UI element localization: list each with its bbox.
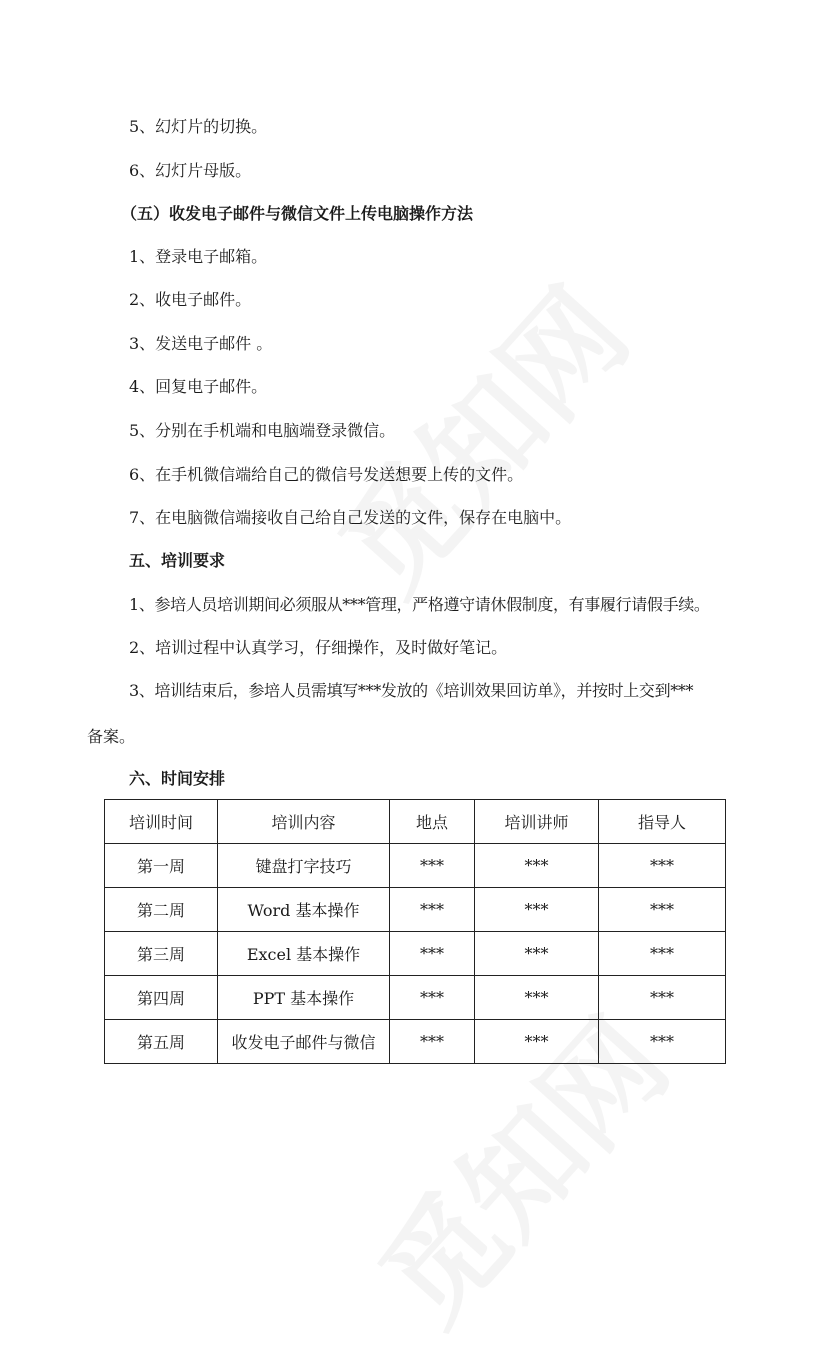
list-item: 6、幻灯片母版。: [129, 161, 252, 180]
list-item: 2、收电子邮件。: [129, 290, 252, 309]
column-header: 培训时间: [105, 800, 218, 844]
table-cell: 键盘打字技巧: [218, 844, 390, 888]
table-cell: 第二周: [105, 888, 218, 932]
table-cell: ***: [599, 844, 726, 888]
section-heading: 五、培训要求: [129, 551, 226, 570]
schedule-table: [104, 799, 726, 1064]
table-row: [105, 844, 726, 888]
list-item-continuation: 备案。: [87, 727, 136, 746]
list-item: 7、在电脑微信端接收自己给自己发送的文件，保存在电脑中。: [129, 508, 572, 527]
table-cell: ***: [475, 888, 599, 932]
table-cell: 第三周: [105, 932, 218, 976]
column-header: 培训内容: [218, 800, 390, 844]
list-item: 6、在手机微信端给自己的微信号发送想要上传的文件。: [129, 465, 524, 484]
table-cell: PPT 基本操作: [218, 976, 390, 1020]
table-header-row: [105, 800, 726, 844]
table-cell: ***: [475, 932, 599, 976]
list-item: 1、登录电子邮箱。: [129, 247, 268, 266]
list-item: 3、发送电子邮件 。: [129, 334, 273, 353]
table-cell: ***: [390, 888, 475, 932]
table-cell: ***: [475, 1020, 599, 1064]
table-cell: ***: [390, 932, 475, 976]
table-cell: Word 基本操作: [218, 888, 390, 932]
table-cell: ***: [390, 1020, 475, 1064]
section-heading: 六、时间安排: [129, 769, 226, 788]
table-cell: ***: [599, 932, 726, 976]
table-cell: ***: [475, 976, 599, 1020]
table-row: [105, 976, 726, 1020]
list-item: 5、幻灯片的切换。: [129, 117, 268, 136]
table-cell: Excel 基本操作: [218, 932, 390, 976]
column-header: 指导人: [599, 800, 726, 844]
list-item: 2、培训过程中认真学习，仔细操作，及时做好笔记。: [129, 638, 508, 657]
table-cell: ***: [599, 888, 726, 932]
table-cell: 第五周: [105, 1020, 218, 1064]
table-row: [105, 932, 726, 976]
table-cell: 第四周: [105, 976, 218, 1020]
section-heading: （五）收发电子邮件与微信文件上传电脑操作方法: [121, 204, 474, 223]
table-cell: ***: [390, 844, 475, 888]
table-row: [105, 1020, 726, 1064]
table-cell: ***: [475, 844, 599, 888]
table-cell: ***: [599, 976, 726, 1020]
column-header: 培训讲师: [475, 800, 599, 844]
table-cell: ***: [599, 1020, 726, 1064]
table-row: [105, 888, 726, 932]
column-header: 地点: [390, 800, 475, 844]
list-item: 1、参培人员培训期间必须服从***管理，严格遵守请休假制度，有事履行请假手续。: [129, 595, 710, 614]
list-item: 5、分别在手机端和电脑端登录微信。: [129, 421, 396, 440]
table-cell: ***: [390, 976, 475, 1020]
table-cell: 第一周: [105, 844, 218, 888]
table-cell: 收发电子邮件与微信: [218, 1020, 390, 1064]
list-item: 4、回复电子邮件。: [129, 377, 268, 396]
list-item: 3、培训结束后，参培人员需填写***发放的《培训效果回访单》，并按时上交到***: [129, 681, 694, 700]
